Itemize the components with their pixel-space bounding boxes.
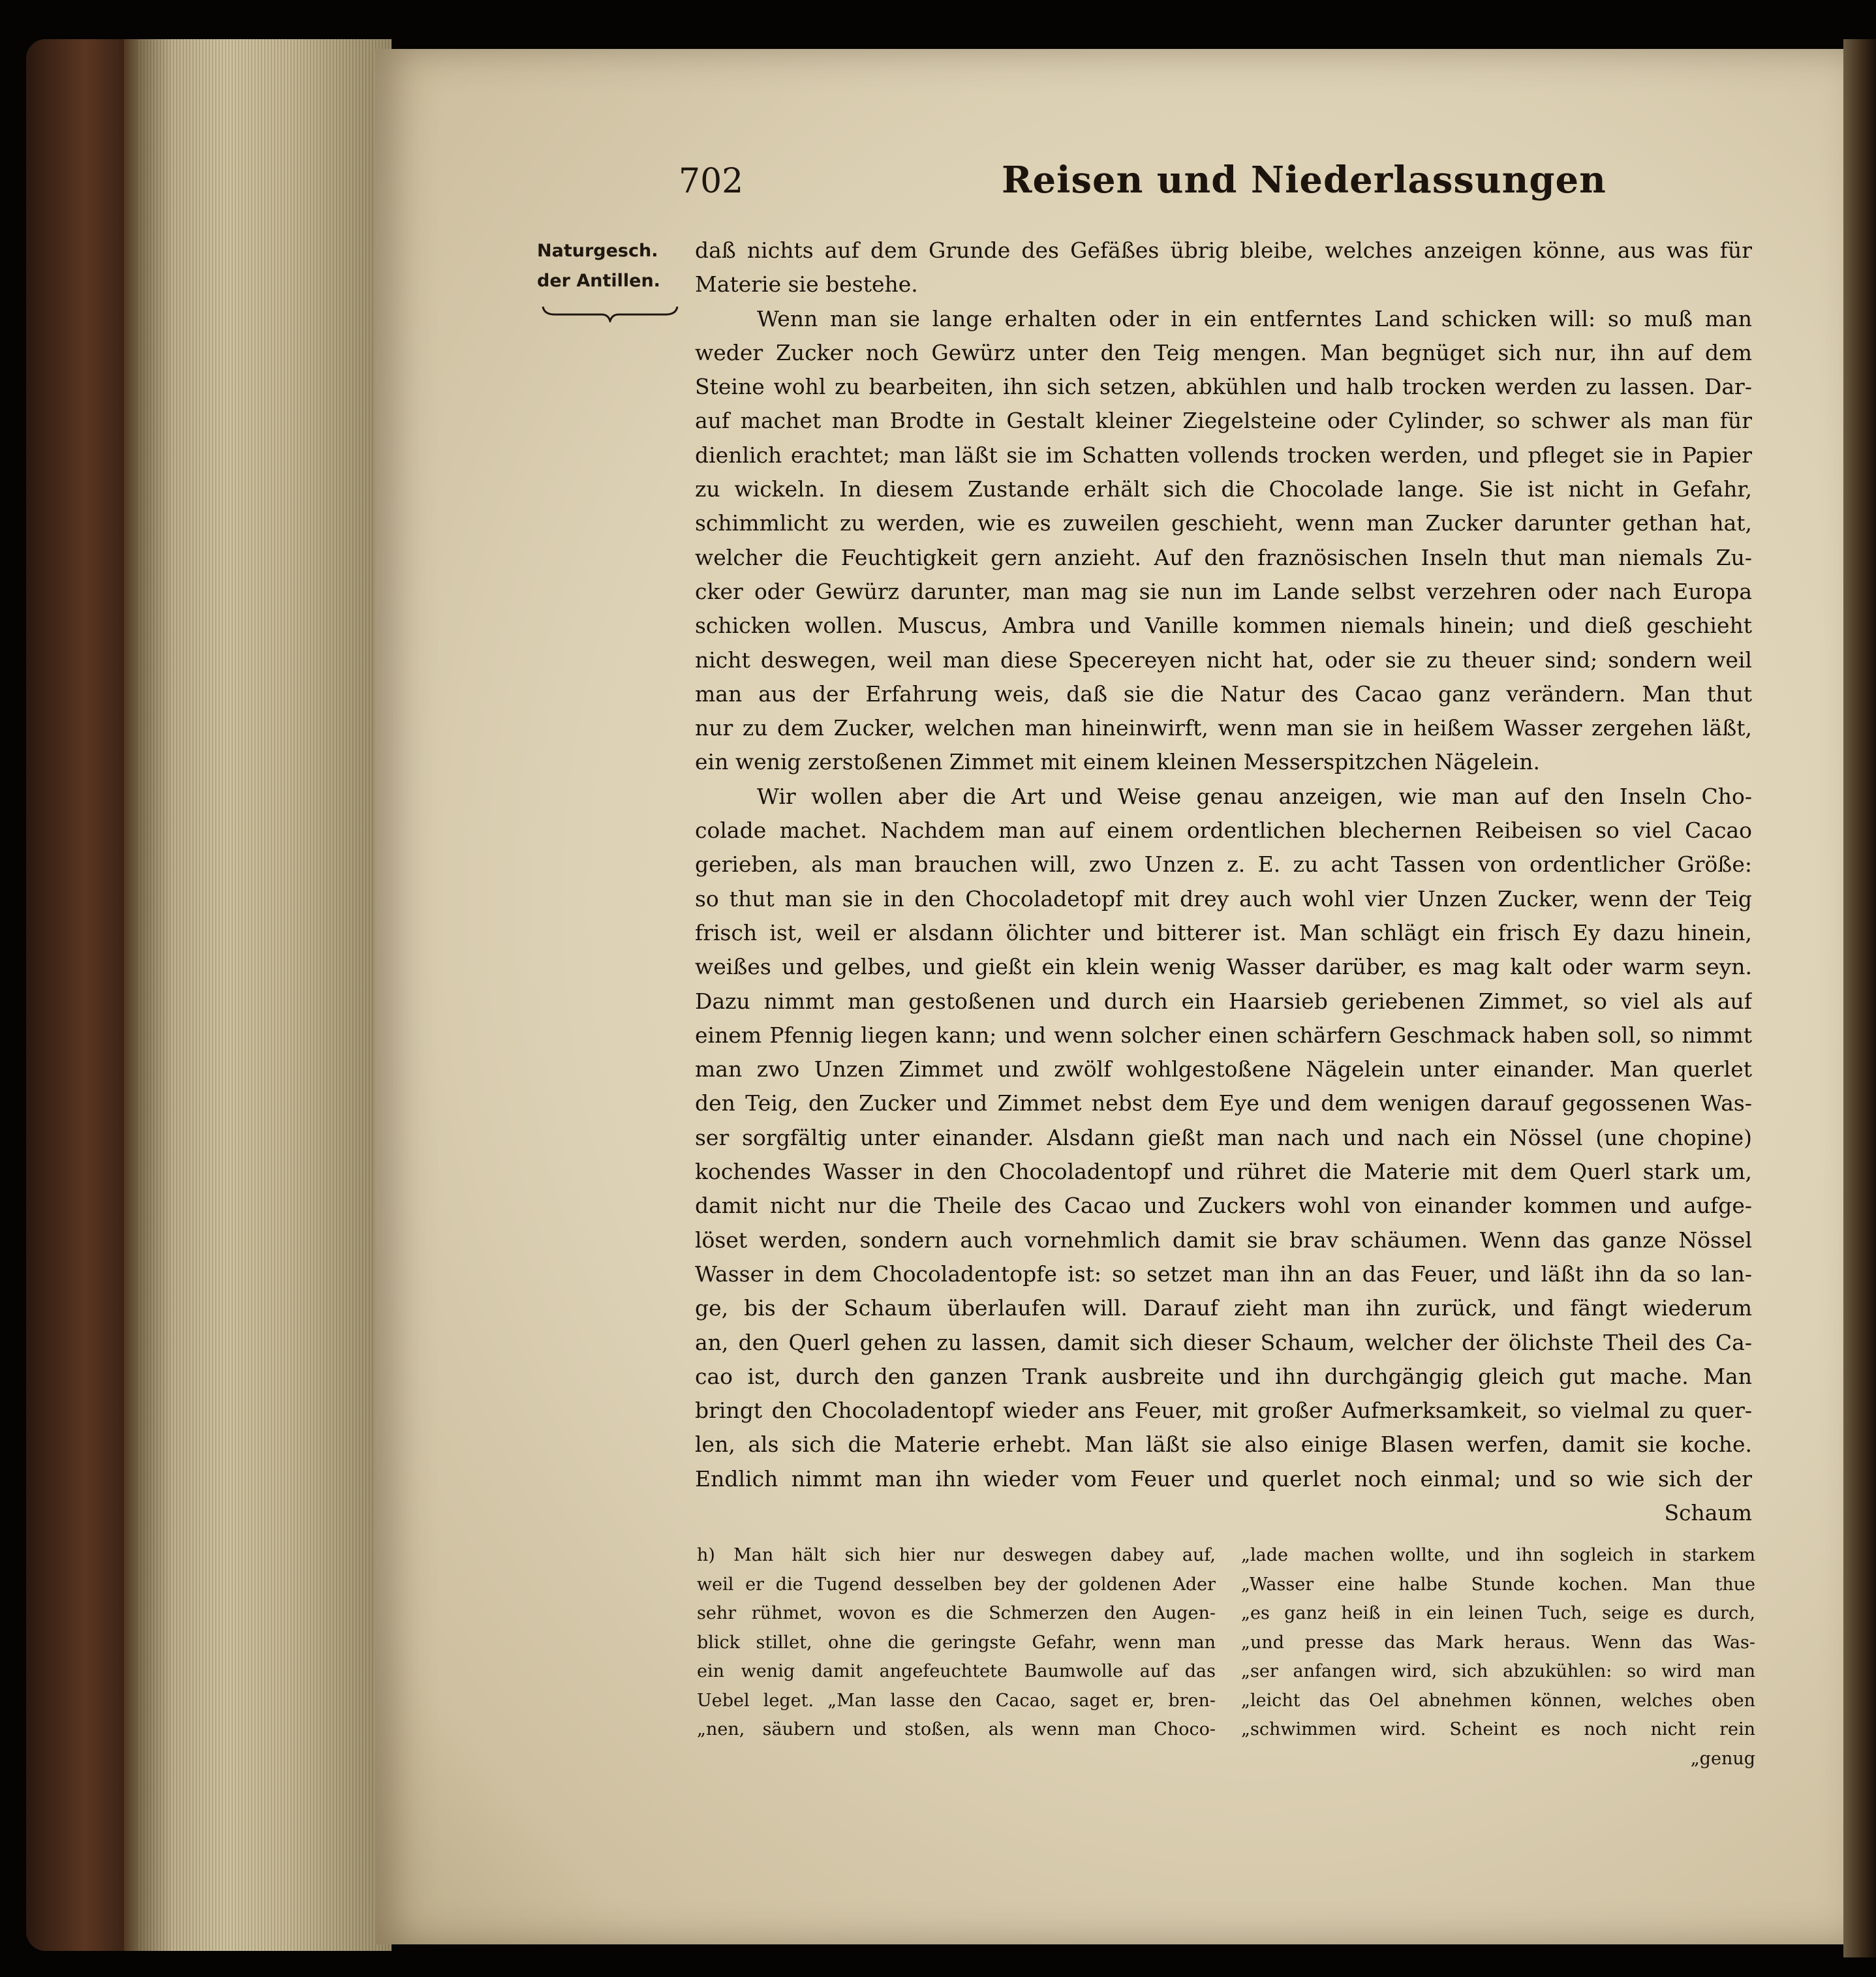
text-line: schimmlicht zu werden, wie es zuweilen geschieht, wenn man Zucker darunter gethan hat, [695,510,1752,536]
text-line: ein wenig zerstoßenen Zimmet mit einem kleinen Messerspitzchen Nägelein. [695,749,1540,775]
text-line: damit nicht nur die Theile des Cacao und Zuckers wohl von einander kommen und aufge- [695,1193,1752,1219]
facing-page-edge [1843,39,1876,1957]
main-text [695,234,1752,1530]
footnote-line: „leicht das Oel abnehmen können, welches oben [1241,1690,1755,1711]
text-line: Wir wollen aber die Art und Weise genau anzeigen, wie man auf den Inseln Cho- [757,783,1752,809]
text-line: Wasser in dem Chocoladentopfe ist: so setzet man ihn an das Feuer, und läßt ihn da so lan- [695,1261,1752,1287]
footnote-column-right [1241,1541,1755,1773]
margin-brace-icon [542,305,679,322]
footnote-line: „ser anfangen wird, sich abzukühlen: so wird man [1241,1661,1755,1681]
text-line: man zwo Unzen Zimmet und zwölf wohlgestoßene Nägelein unter einander. Man querlet [695,1056,1752,1082]
text-line: weißes und gelbes, und gießt ein klein wenig Wasser darüber, es mag kalt oder warm seyn. [695,954,1752,980]
footnote-line: „nen, säubern und stoßen, als wenn man Choco- [697,1719,1216,1739]
running-head: Reisen und Niederlassungen [1002,159,1607,202]
footnote-line: „genug [1690,1748,1755,1769]
footnote-line: blick stillet, ohne die geringste Gefahr, wenn man [697,1632,1216,1653]
text-line: gerieben, als man brauchen will, zwo Unzen z. E. zu acht Tassen von ordentlicher Größe: [695,851,1752,878]
text-line: auf machet man Brodte in Gestalt kleiner Ziegelsteine oder Cylinder, so schwer als man für [695,408,1752,434]
text-line: an, den Querl gehen zu lassen, damit sich dieser Schaum, welcher der ölichste Theil des Ca- [695,1329,1752,1355]
text-line: nicht deswegen, weil man diese Specereyen nicht hat, oder sie zu theuer sind; sondern weil [695,647,1752,673]
text-line: Steine wohl zu bearbeiten, ihn sich setzen, abkühlen und halb trocken werden zu lassen. Dar- [695,374,1752,400]
text-line: schicken wollen. Muscus, Ambra und Vanille kommen niemals hinein; und dieß geschieht [695,613,1752,639]
margin-note-line: der Antillen. [537,271,660,291]
footnote-line: „es ganz heiß in ein leinen Tuch, seige es durch, [1241,1603,1755,1623]
text-line: nur zu dem Zucker, welchen man hineinwirft, wenn man sie in heißem Wasser zergehen läßt, [695,715,1752,741]
text-line: cao ist, durch den ganzen Trank ausbreite und ihn durchgängig gleich gut mache. Man [695,1363,1752,1389]
footnote-line: Uebel leget. „Man lasse den Cacao, saget er, bren- [697,1690,1216,1711]
footnote-line: sehr rühmet, wovon es die Schmerzen den Augen- [697,1603,1216,1623]
text-line: colade machet. Nachdem man auf einem ordentlichen blechernen Reibeisen so viel Cacao [695,818,1752,844]
text-line: ser sorgfältig unter einander. Alsdann gießt man nach und nach ein Nössel (une chopine) [695,1124,1752,1150]
footnote-line: „und presse das Mark heraus. Wenn das Was- [1241,1632,1755,1653]
text-line: frisch ist, weil er alsdann ölichter und bitterer ist. Man schlägt ein frisch Ey dazu hinein, [695,919,1752,945]
text-line: daß nichts auf dem Grunde des Gefäßes übrig bleibe, welches anzeigen könne, aus was für [695,238,1752,263]
footnote-line: weil er die Tugend desselben bey der goldenen Ader [697,1574,1216,1595]
text-line: dienlich erachtet; man läßt sie im Schatten vollends trocken werden, und pfleget sie in Papier [695,442,1752,468]
text-line: Dazu nimmt man gestoßenen und durch ein Haarsieb geriebenen Zimmet, so viel als auf [695,988,1752,1014]
text-line: Wenn man sie lange erhalten oder in ein entferntes Land schicken will: so muß man [757,305,1752,331]
text-line: Endlich nimmt man ihn wieder vom Feuer und querlet noch einmal; und so wie sich der [695,1465,1752,1492]
footnote-line: „Wasser eine halbe Stunde kochen. Man thue [1241,1574,1755,1595]
text-line: Schaum [1664,1499,1752,1525]
margin-note-line: Naturgesch. [537,241,658,261]
footnote-column-left [697,1541,1216,1745]
text-line: löset werden, sondern auch vornehmlich damit sie brav schäumen. Wenn das ganze Nössel [695,1227,1752,1253]
margin-note [537,236,677,296]
text-line: zu wickeln. In diesem Zustande erhält sich die Chocolade lange. Sie ist nicht in Gefahr, [695,476,1752,502]
text-line: so thut man sie in den Chocoladetopf mit drey auch wohl vier Unzen Zucker, wenn der Teig [695,885,1752,912]
footnote-line: h) Man hält sich hier nur deswegen dabey auf, [697,1545,1216,1565]
footnote-line: ein wenig damit angefeuchtete Baumwolle auf das [697,1661,1216,1681]
text-line: weder Zucker noch Gewürz unter den Teig mengen. Man begnüget sich nur, ihn auf dem [695,339,1752,365]
text-line: ge, bis der Schaum überlaufen will. Darauf zieht man ihn zurück, und fängt wiederum [695,1295,1752,1321]
text-line: bringt den Chocoladentopf wieder ans Feuer, mit großer Aufmerksamkeit, so vielmal zu quer- [695,1398,1752,1424]
footnote-line: „schwimmen wird. Scheint es noch nicht rein [1241,1719,1755,1739]
page-number: 702 [679,162,744,201]
text-line: cker oder Gewürz darunter, man mag sie nun im Lande selbst verzehren oder nach Europa [695,578,1752,604]
text-line: len, als sich die Materie erhebt. Man läßt sie also einige Blasen werfen, damit sie koche. [695,1432,1752,1458]
text-line: den Teig, den Zucker und Zimmet nebst dem Eye und dem wenigen darauf gegossenen Was- [695,1090,1752,1116]
text-line: man aus der Erfahrung weis, daß sie die Natur des Cacao ganz verändern. Man thut [695,681,1752,707]
text-line: einem Pfennig liegen kann; und wenn solcher einen schärfern Geschmack haben soll, so nimmt [695,1022,1752,1048]
text-line: kochendes Wasser in den Chocoladentopf und rühret die Materie mit dem Querl stark um, [695,1159,1752,1185]
book-spine [26,39,124,1951]
text-line: welcher die Feuchtigkeit gern anzieht. Auf den fraznösischen Inseln thut man niemals Zu- [695,544,1752,570]
footnote-line: „lade machen wollte, und ihn sogleich in starkem [1241,1545,1755,1565]
text-line: Materie sie bestehe. [695,271,918,298]
